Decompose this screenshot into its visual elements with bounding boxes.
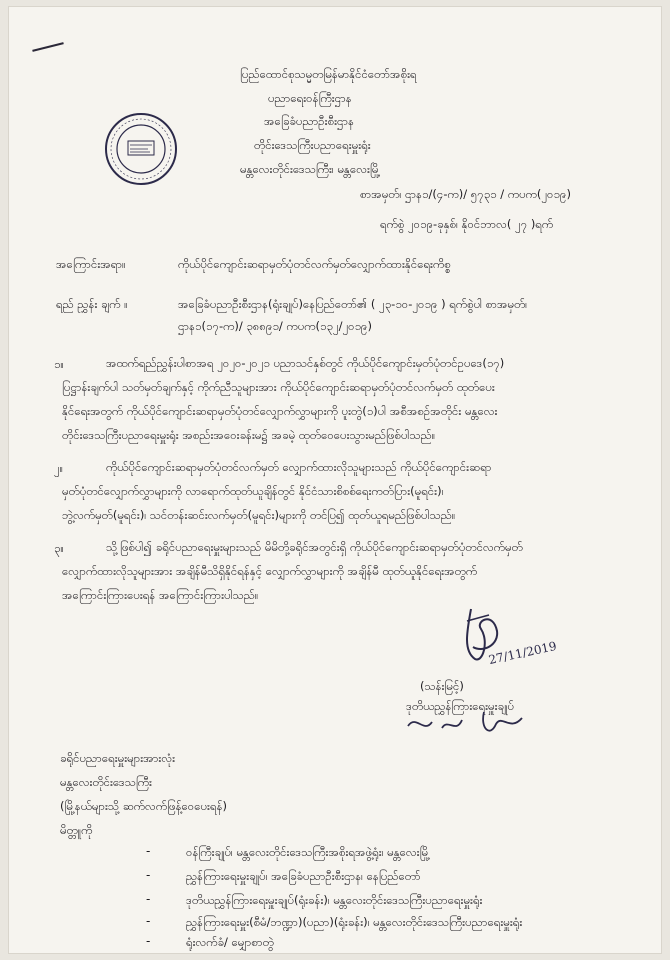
- paragraph-1-line-4: တိုင်းဒေသကြီးပညာရေးမှူးရုံး အစည်းအဝေးခန်းမ၌ အခမဲ့ ထုတ်ဝေပေးသွားမည်ဖြစ်ပါသည်။: [62, 428, 436, 442]
- header-ministry: ပညာရေးဝန်ကြီးဌာန: [268, 91, 352, 105]
- paragraph-2-line-3: ဘွဲ့လက်မှတ်(မူရင်း)၊ သင်တန်းဆင်းလက်မှတ်(မူရင်း)များကို တင်ပြ၍ ထုတ်ယူရမည်ဖြစ်ပါသည်။: [62, 508, 456, 522]
- letter-number: စာအမှတ်၊ ဌာန၁/(၄-က)/ ၅၇၃၁ / ကပက(၂၀၁၉): [360, 187, 571, 201]
- reference-line-2: ဌာန၁(၁၇-က)/ ၃၈၈၉၁/ ကပက(၁၃၂/၂၀၁၉): [178, 319, 373, 333]
- bullet-dash: -: [146, 892, 151, 906]
- reference-label: ရည် ညွှန်း ချက် ။: [56, 297, 128, 311]
- copy-item: ရုံးလက်ခံ/ မျှောစာတွဲ: [186, 935, 274, 949]
- recipient-to-1: ခရိုင်ပညာရေးမှူးများအားလုံး: [60, 751, 176, 765]
- recipient-to-3: (မြို့နယ်များသို့ ဆက်လက်ဖြန့်ဝေပေးရန်): [60, 799, 228, 813]
- paragraph-2-line-2: မှတ်ပုံတင်လျှောက်လွှာများကို လာရောက်ထုတ်ယူချိန်တွင် နိုင်ငံသားစိစစ်ရေးကတ်ပြား(မူရင်း)၊: [62, 484, 444, 498]
- bullet-dash: -: [146, 914, 151, 928]
- header-location: မန္တလေးတိုင်းဒေသကြီး၊ မန္တလေးမြို့: [240, 162, 381, 176]
- copy-item: ညွှန်ကြားရေးမှူး(စီမံ/ဘဏ္ဍာ)(ပညာ)(ရုံးခန်း)၊ မန္တလေးတိုင်းဒေသကြီးပညာရေးမှူးရုံး: [186, 915, 523, 929]
- reference-line-1: အခြေခံပညာဦးစီးဌာန(ရုံးချုပ်)နေပြည်တော်၏ ( ၂၃-၁၀-၂၀၁၉ ) ရက်စွဲပါ စာအမှတ်၊: [178, 297, 528, 311]
- initials-signature: [398, 704, 538, 744]
- header-office: တိုင်းဒေသကြီးပညာရေးမှူးရုံး: [254, 138, 371, 152]
- header-department: အခြေခံပညာဦးစီးဌာန: [264, 114, 355, 128]
- subject-label: အကြောင်းအရာ။: [56, 257, 126, 271]
- paragraph-2-line-1: ကိုယ်ပိုင်ကျောင်းဆရာမှတ်ပုံတင်လက်မှတ် လျှောက်ထားလိုသူများသည် ကိုယ်ပိုင်ကျောင်းဆရာ: [106, 460, 492, 474]
- bullet-dash: -: [146, 868, 151, 882]
- paragraph-number: ၁။: [54, 357, 64, 371]
- recipient-to-2: မန္တလေးတိုင်းဒေသကြီး: [60, 775, 152, 789]
- letter-date: ရက်စွဲ ၂၀၁၉-ခုနှစ်၊ နိုဝင်ဘာလ( ၂၇ )ရက်: [380, 217, 554, 231]
- signatory-title: ဒုတိယညွှန်ကြားရေးမှူးချုပ်: [406, 699, 515, 713]
- paragraph-number: ၂။: [54, 461, 64, 475]
- paragraph-3-line-1: သို့ဖြစ်ပါ၍ ခရိုင်ပညာရေးမှူးများသည် မိမိတို့ခရိုင်အတွင်းရှိ ကိုယ်ပိုင်ကျောင်းဆရာမှတ်ပုံတင်လက်မှတ်: [106, 540, 523, 554]
- copy-item: ဒုတိယညွှန်ကြားရေးမှူးချုပ်(ရုံးခန်း)၊ မန္တလေးတိုင်းဒေသကြီးပညာရေးမှူးရုံး: [186, 893, 483, 907]
- bullet-dash: -: [146, 934, 151, 948]
- paragraph-1-line-2: ပြဋ္ဌာန်းချက်ပါ သတ်မှတ်ချက်နှင့် ကိုက်ညီသူများအား ကိုယ်ပိုင်ကျောင်းဆရာမှတ်ပုံတင်လက်မှတ် ထုတ်ပေး: [62, 380, 495, 394]
- signature-date: 27/11/2019: [487, 638, 558, 668]
- signatory-name: (သန်းမြင့်): [420, 679, 464, 693]
- official-seal: [103, 111, 179, 187]
- paragraph-3-line-2: လျှောက်ထားလိုသူများအား အချိန်မီသိရှိနိုင်ရန်နှင့် လျှောက်လွှာများကို အချိန်မီ ထုတ်ယူနိုင်ရေးအတွက်: [62, 564, 478, 578]
- bullet-dash: -: [146, 844, 151, 858]
- header-government: ပြည်ထောင်စုသမ္မတမြန်မာနိုင်ငံတော်အစိုးရ: [240, 67, 417, 81]
- copy-to-label: မိတ္တူကို: [60, 823, 93, 837]
- subject-text: ကိုယ်ပိုင်ကျောင်းဆရာမှတ်ပုံတင်လက်မှတ်လျှောက်ထားနိုင်ရေးကိစ္စ: [178, 257, 451, 271]
- paragraph-3-line-3: အကြောင်းကြားပေးရန် အကြောင်းကြားပါသည်။: [62, 588, 259, 602]
- copy-item: ဝန်ကြီးချုပ်၊ မန္တလေးတိုင်းဒေသကြီးအစိုးရအဖွဲ့ရုံး၊ မန္တလေးမြို့: [186, 845, 430, 859]
- paragraph-1-line-1: အထက်ရည်ညွှန်းပါစာအရ ၂၀၂၀-၂၀၂၁ ပညာသင်နှစ်တွင် ကိုယ်ပိုင်ကျောင်းမှတ်ပုံတင်ဥပဒေ(၁၇): [106, 356, 505, 370]
- document-page: [8, 6, 662, 954]
- paragraph-number: ၃။: [54, 541, 64, 555]
- pen-stroke-mark: [32, 42, 64, 52]
- paragraph-1-line-3: နိုင်ရေးအတွက် ကိုယ်ပိုင်ကျောင်းဆရာမှတ်ပုံတင်လျှောက်လွှာများကို ပူးတွဲ(၁)ပါ အစီအစဉ်အတိုင်း မန္တလေး: [62, 404, 498, 418]
- copy-item: ညွှန်ကြားရေးမှူးချုပ်၊ အခြေခံပညာဦးစီးဌာန၊ နေပြည်တော်: [186, 869, 421, 883]
